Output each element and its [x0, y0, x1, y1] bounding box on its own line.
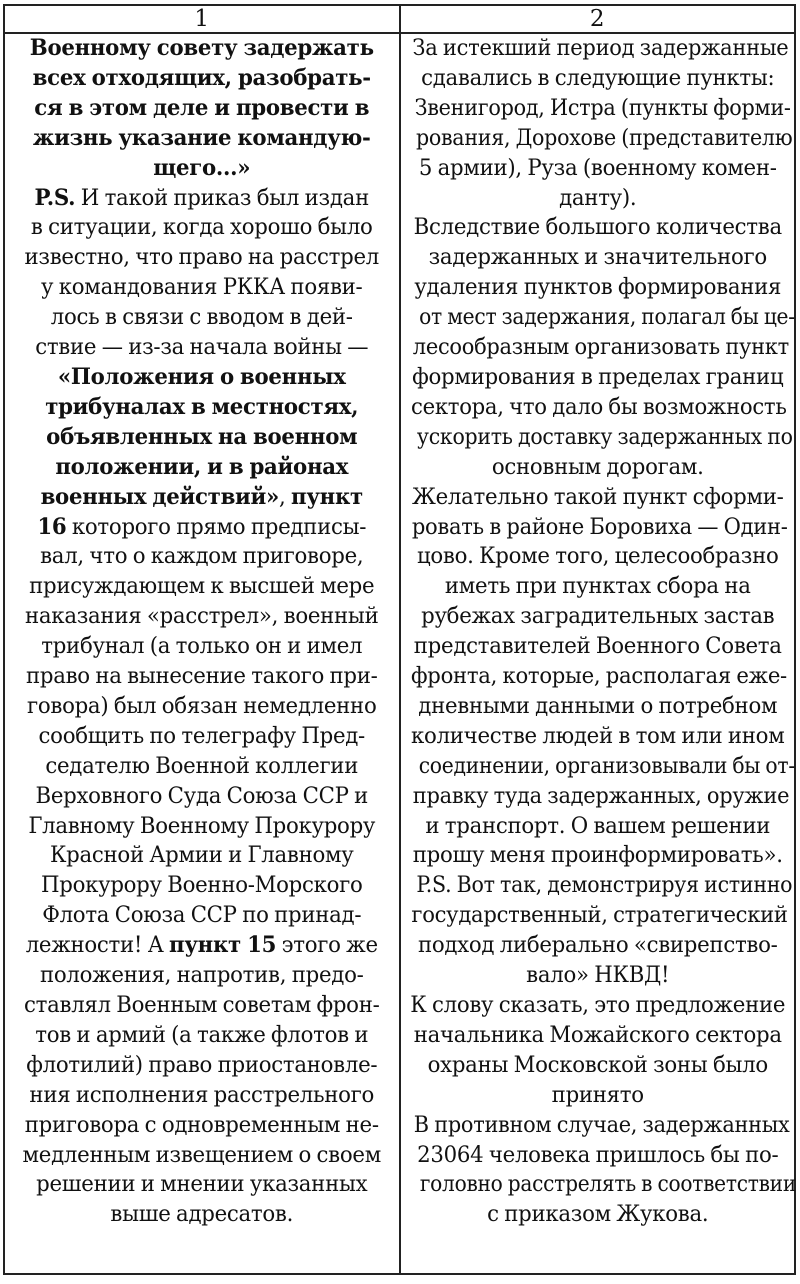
text-fragment: правку туда задержанных, оружие	[412, 782, 789, 809]
text-fragment: ускорить доставку задержанных по	[416, 423, 793, 450]
text-line	[413, 1111, 790, 1141]
text-line	[14, 572, 389, 602]
text-fragment: всех отходящих, разобрать-	[32, 64, 371, 91]
text-fragment: прошу меня проинформировать».	[412, 842, 783, 869]
text-fragment: положении, и в районах	[55, 453, 349, 480]
text-fragment: известно, что право на расстрел	[24, 244, 380, 271]
text-fragment: соединении, организовывали бы от-	[418, 752, 795, 779]
text-fragment: Вследствие большого количества	[413, 214, 782, 241]
text-fragment: щего...»	[153, 154, 251, 181]
text-fragment: количестве людей в том или ином	[410, 722, 784, 749]
text-line	[410, 632, 785, 662]
text-fragment: 23064 человека пришлось бы по-	[416, 1141, 778, 1168]
text-fragment: Звенигород, Истра (пункты форми-	[414, 94, 791, 121]
text-line	[410, 901, 788, 931]
text-line	[410, 812, 785, 842]
text-fragment: ствие — из-за начала войны —	[35, 334, 369, 361]
text-fragment: тов и армий (а также флотов и	[35, 1021, 369, 1048]
text-fragment: присуждающем к высшей мере	[29, 573, 375, 600]
text-line	[410, 542, 785, 572]
text-fragment: лежности! А	[25, 932, 170, 959]
text-fragment: ровать в районе Боровиха — Один-	[411, 513, 788, 540]
text-line	[410, 184, 785, 214]
text-fragment: P.S.	[34, 184, 76, 211]
text-fragment: Военному совету задержать	[29, 35, 374, 61]
text-line	[410, 393, 787, 423]
text-line	[410, 453, 785, 483]
text-line	[14, 662, 389, 692]
text-fragment: и транспорт. О вашем решении	[424, 812, 770, 839]
text-line	[410, 213, 785, 243]
text-fragment: от мест задержания, полагал бы це-	[418, 304, 795, 331]
text-line	[412, 333, 789, 363]
text-line	[14, 453, 389, 483]
text-line	[14, 34, 389, 64]
text-line	[418, 752, 795, 782]
text-line	[14, 782, 389, 812]
text-line	[410, 961, 785, 991]
text-line	[14, 812, 389, 842]
text-fragment: Верховного Суда Союза ССР и	[35, 782, 369, 809]
text-fragment: охраны Московской зоны было	[427, 1051, 768, 1078]
text-line	[410, 483, 785, 513]
text-fragment: ся в этом деле и провести в	[34, 94, 370, 121]
text-line	[14, 901, 389, 931]
text-fragment: задержанных и значительного	[428, 244, 767, 271]
column-header-2: 2	[400, 5, 796, 33]
text-fragment: выше адресатов.	[110, 1201, 294, 1228]
text-line	[14, 333, 389, 363]
text-fragment: начальника Можайского сектора	[413, 1021, 782, 1048]
text-line	[14, 961, 389, 991]
text-line	[14, 931, 389, 961]
text-line	[410, 572, 785, 602]
text-line	[410, 931, 785, 961]
text-fragment: ставлял Военным советам фрон-	[24, 992, 380, 1018]
text-line	[411, 34, 788, 64]
text-fragment: пункт 15	[169, 932, 277, 959]
text-line	[14, 752, 389, 782]
text-fragment: флотилий) право приостановле-	[26, 1051, 378, 1078]
text-fragment: Красной Армии и Главному	[50, 842, 354, 869]
text-line	[410, 1141, 785, 1171]
text-fragment: говора) был обязан немедленно	[27, 692, 377, 719]
text-fragment: жизнь указание командую-	[32, 124, 371, 151]
text-line	[410, 273, 785, 303]
text-line	[14, 1170, 389, 1200]
text-fragment: сдавались в следующие пункты:	[420, 64, 774, 91]
text-line	[410, 991, 785, 1021]
text-fragment: наказания «расстрел», военный	[25, 603, 379, 630]
text-fragment: данту).	[558, 184, 636, 211]
header-row	[4, 5, 795, 33]
text-line	[410, 722, 785, 752]
text-fragment: 16	[37, 513, 67, 540]
text-line	[14, 273, 389, 303]
text-line	[415, 124, 792, 154]
text-line	[410, 841, 785, 871]
text-fragment: трибуналах в местностях,	[45, 393, 359, 420]
text-fragment: В противном случае, задержанных	[413, 1111, 790, 1138]
text-fragment: сектора, что дало бы возможность	[410, 393, 787, 420]
text-fragment: приговора с одновременным не-	[24, 1111, 379, 1138]
text-line	[14, 1141, 389, 1171]
text-line	[14, 213, 389, 243]
text-fragment: этого же	[276, 932, 378, 959]
text-fragment: основным дорогам.	[491, 453, 704, 480]
text-fragment: сообщить по телеграфу Пред-	[38, 722, 365, 749]
text-line	[410, 1051, 785, 1081]
text-fragment: «Положения о военных	[57, 363, 346, 390]
text-fragment: государственный, стратегический	[410, 902, 788, 929]
text-fragment: головно расстрелять в соответствии	[419, 1171, 796, 1198]
text-line	[14, 991, 389, 1021]
text-fragment: Флота Союза ССР по принад-	[42, 902, 362, 929]
text-line	[410, 1021, 785, 1051]
text-line	[410, 154, 785, 184]
text-fragment: пункт	[291, 483, 363, 510]
text-line	[14, 722, 389, 752]
text-line	[14, 94, 389, 124]
text-fragment: вало» НКВД!	[525, 962, 669, 989]
text-line	[14, 841, 389, 871]
text-fragment: в ситуации, когда хорошо было	[30, 214, 373, 241]
text-line	[14, 184, 389, 214]
text-fragment: положения, напротив, предо-	[39, 962, 364, 989]
text-line	[14, 1051, 389, 1081]
text-fragment: у командования РККА появи-	[41, 274, 363, 301]
text-line	[14, 632, 389, 662]
text-fragment: цово. Кроме того, целесообразно	[416, 543, 778, 570]
text-fragment: вал, что о каждом приговоре,	[40, 543, 364, 570]
text-line	[416, 423, 793, 453]
text-line	[14, 243, 389, 273]
text-line	[14, 1111, 389, 1141]
left-column-text	[4, 33, 400, 1274]
text-line	[14, 124, 389, 154]
text-fragment: ния исполнения расстрельного	[29, 1081, 375, 1108]
text-fragment: принято	[551, 1081, 644, 1108]
text-fragment: седателю Военной коллегии	[45, 752, 359, 779]
text-line	[14, 393, 389, 423]
text-fragment: удаления пунктов формирования	[413, 274, 781, 301]
text-fragment: 5 армии), Руза (военному комен-	[418, 154, 777, 181]
text-line	[14, 483, 389, 513]
right-column-text	[400, 33, 796, 1274]
text-line	[14, 542, 389, 572]
text-line	[410, 64, 785, 94]
text-fragment: право на вынесение такого при-	[25, 663, 378, 690]
text-line	[410, 662, 787, 692]
two-column-table	[3, 4, 796, 1275]
text-fragment: лось в связи с вводом в дей-	[50, 304, 353, 331]
text-fragment: представителей Военного Совета	[413, 633, 782, 660]
text-line	[414, 94, 791, 124]
text-fragment: P.S. Вот так, демонстрируя истинно	[415, 872, 792, 899]
text-fragment: рубежах заградительных застав	[420, 603, 774, 630]
text-line	[412, 782, 789, 812]
text-fragment: трибунал (а только он и имел	[41, 633, 363, 660]
text-line	[14, 64, 389, 94]
text-line	[14, 303, 389, 333]
text-fragment: объявленных на военном	[46, 423, 358, 450]
text-fragment: Прокурору Военно-Морского	[40, 872, 363, 899]
text-fragment: И такой приказ был издан	[75, 184, 369, 211]
text-fragment: медленным извещением о своем	[22, 1141, 381, 1168]
text-line	[410, 243, 785, 273]
text-line	[410, 602, 785, 632]
text-fragment: лесообразным организовать пункт	[412, 334, 789, 361]
text-line	[410, 363, 785, 393]
text-line	[410, 1200, 785, 1230]
text-line	[410, 1081, 785, 1111]
text-fragment: решении и мнении указанных	[36, 1171, 368, 1198]
text-fragment: с приказом Жукова.	[486, 1201, 708, 1228]
text-line	[419, 1170, 796, 1200]
text-fragment: фронта, которые, располагая еже-	[410, 663, 787, 690]
text-line	[14, 692, 389, 722]
text-line	[415, 871, 792, 901]
text-line	[410, 692, 785, 722]
text-line	[14, 1081, 389, 1111]
text-fragment: рования, Дорохове (представителю	[415, 124, 792, 151]
text-fragment: дневными данными о потребном	[417, 692, 777, 719]
text-line	[14, 871, 389, 901]
text-fragment: формирования в пределах границ	[411, 363, 783, 390]
text-line	[14, 154, 389, 184]
text-fragment: Желательно такой пункт сформи-	[411, 483, 783, 510]
text-line	[14, 423, 389, 453]
text-fragment: которого прямо предписы-	[66, 513, 367, 540]
text-line	[411, 513, 788, 543]
text-fragment: иметь при пунктах сбора на	[444, 573, 751, 600]
column-header-1: 1	[4, 5, 400, 33]
text-line	[14, 1200, 389, 1230]
text-fragment: ,	[279, 483, 292, 510]
text-fragment: военных действий»	[40, 483, 280, 510]
text-line	[14, 602, 389, 632]
text-fragment: За истекший период задержанные	[411, 35, 788, 61]
text-fragment: Главному Военному Прокурору	[28, 812, 376, 839]
text-line	[14, 363, 389, 393]
content-row	[4, 33, 795, 1274]
text-line	[418, 303, 795, 333]
text-fragment: подход либерально «свирепство-	[417, 932, 778, 959]
text-line	[14, 513, 389, 543]
text-line	[14, 1021, 389, 1051]
text-fragment: К слову сказать, это предложение	[409, 992, 785, 1018]
